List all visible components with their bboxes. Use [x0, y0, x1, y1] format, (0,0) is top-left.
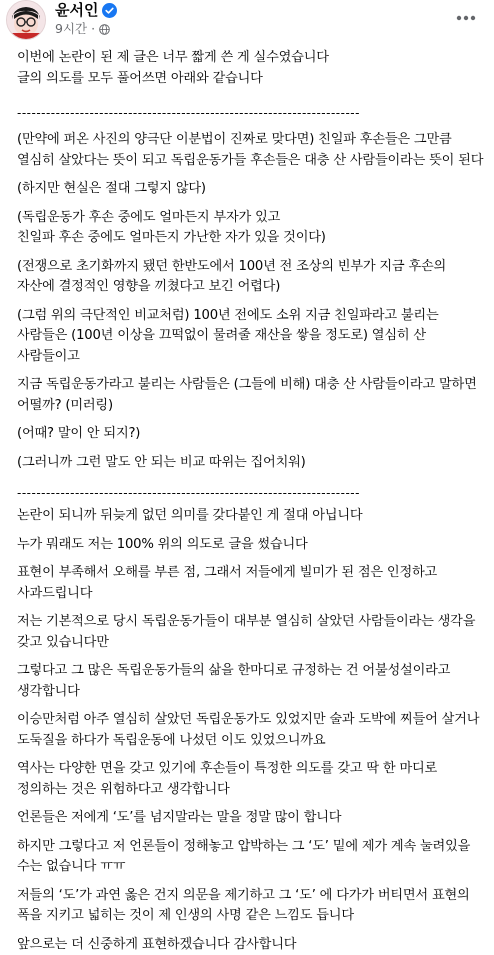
author-avatar[interactable] — [6, 0, 46, 40]
paragraph: 앞으로는 더 신중하게 표현하겠습니다 감사합니다 — [17, 935, 484, 955]
more-options-button[interactable] — [452, 8, 480, 28]
more-horizontal-icon — [456, 15, 476, 21]
paragraph: (어때? 말이 안 되지?) — [17, 424, 484, 445]
paragraph: 저는 기본적으로 당시 독립운동가들이 대부분 열심히 살았던 사람들이라는 생각을 갖고 있습니다만 — [17, 612, 484, 653]
paragraph: 역사는 다양한 면을 갖고 있기에 후손들이 특정한 의도를 갖고 딱 한 마디로 정의하는 것은 위험하다고 생각합니다 — [17, 759, 484, 800]
paragraph: 언론들은 저에게 ‘도’를 넘지말라는 말을 정말 많이 합니다 — [17, 808, 484, 829]
divider-line: ----------------------------------------------------------------------- — [17, 105, 484, 121]
paragraph: 논란이 되니까 뒤늦게 없던 의미를 갖다붙인 게 절대 아닙니다 — [17, 506, 484, 527]
intro-paragraph: 이번에 논란이 된 제 글은 너무 짧게 쓴 게 실수였습니다 글의 의도를 모두 풀어쓰면 아래와 같습니다 — [17, 48, 484, 89]
paragraph: (그러니까 그런 말도 안 되는 비교 따위는 집어치워) — [17, 453, 484, 474]
paragraph: 표현이 부족해서 오해를 부른 점, 그래서 저들에게 빌미가 된 점은 인정하고 사과드립니다 — [17, 563, 484, 604]
author-name[interactable]: 윤서인 — [55, 1, 98, 19]
paragraph: (만약에 퍼온 사진의 양극단 이분법이 진짜로 맞다면) 친일파 후손들은 그만큼 열심히 살았다는 뜻이 되고 독립운동가들 후손들은 대충 산 사람들이라는 뜻이 된다 — [17, 130, 484, 171]
meta-separator: · — [91, 21, 95, 37]
paragraph: 그렇다고 그 많은 독립운동가들의 삶을 한마디로 규정하는 건 어불성설이라고 생각합니다 — [17, 661, 484, 702]
paragraph: (그럼 위의 극단적인 비교처럼) 100년 전에도 소위 지금 친일파라고 불리는 사람들은 (100년 이상을 끄떡없이 물려줄 재산을 쌓을 정도로) 열심히 산 사람들이고 — [17, 306, 484, 368]
paragraph: 이승만처럼 아주 열심히 살았던 독립운동가도 있었지만 술과 도박에 찌들어 살거나 도둑질을 하다가 독립운동에 나섰던 이도 있었으니까요 — [17, 710, 484, 751]
author-name-row — [55, 1, 117, 19]
avatar-cartoon-face-icon — [7, 1, 45, 39]
divider-line: ----------------------------------------------------------------------- — [17, 485, 484, 501]
paragraph: 하지만 그렇다고 저 언론들이 정해놓고 압박하는 그 ‘도’ 밑에 제가 계속 눌려있을 수는 없습니다 ㅠㅠ — [17, 837, 484, 878]
paragraph: 지금 독립운동가라고 불리는 사람들은 (그들에 비해) 대충 산 사람들이라고 말하면 어떨까? (미러링) — [17, 375, 484, 416]
verified-badge-icon — [102, 3, 117, 18]
paragraph: (독립운동가 후손 중에도 얼마든지 부자가 있고 친일파 후손 중에도 얼마든지 가난한 자가 있을 것이다) — [17, 208, 484, 249]
post-meta — [55, 21, 110, 37]
globe-icon[interactable] — [99, 24, 110, 35]
paragraph: 저들의 ‘도’가 과연 옳은 건지 의문을 제기하고 그 ‘도’ 에 다가가 버티면서 표현의 폭을 지키고 넓히는 것이 제 인생의 사명 같은 느낌도 듭니다 — [17, 886, 484, 927]
post-timestamp[interactable]: 9시간 — [55, 21, 87, 37]
paragraph: (전쟁으로 초기화까지 됐던 한반도에서 100년 전 조상의 빈부가 지금 후손의 자산에 결정적인 영향을 끼쳤다고 보긴 어렵다) — [17, 257, 484, 298]
paragraph: 누가 뭐래도 저는 100% 위의 의도로 글을 썼습니다 — [17, 535, 484, 556]
post-body — [17, 48, 484, 955]
paragraph: (하지만 현실은 절대 그렇지 않다) — [17, 179, 484, 200]
post-header — [0, 0, 494, 48]
